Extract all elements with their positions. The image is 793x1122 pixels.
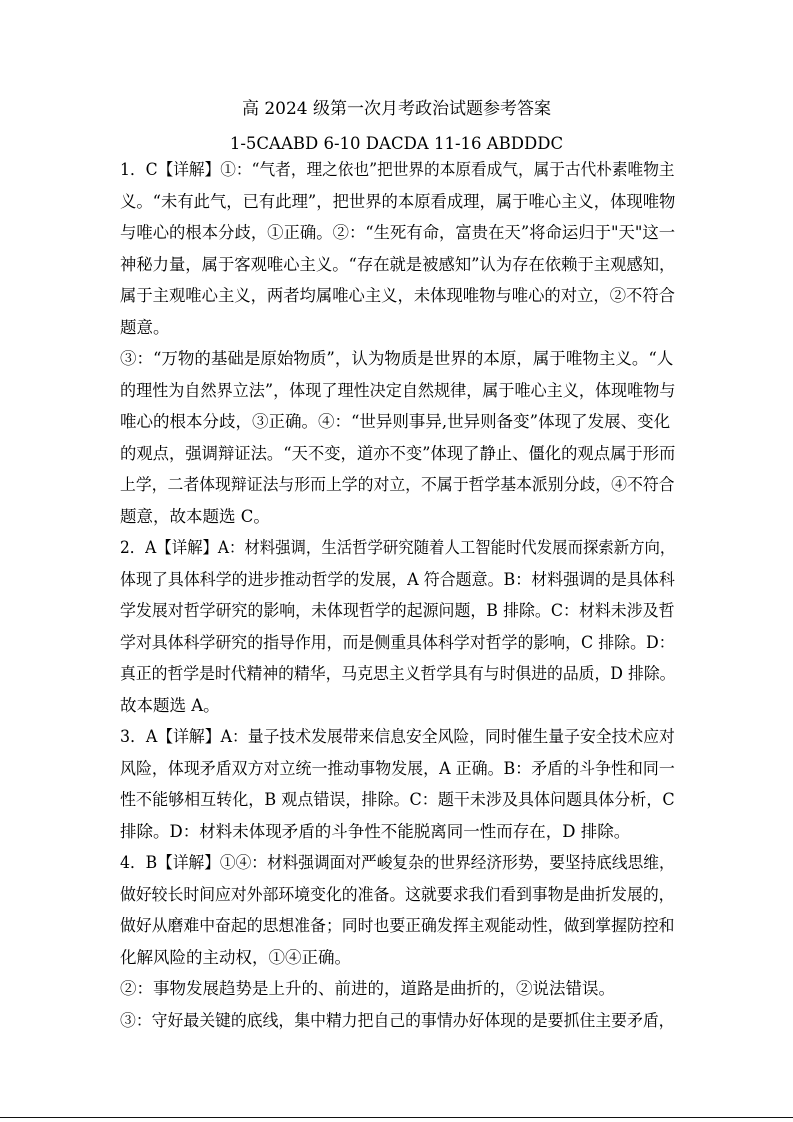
page-title: 高 2024 级第一次月考政治试题参考答案 [241, 99, 552, 119]
text-line: 做好从磨难中奋起的思想准备；同时也要正确发挥主观能动性，做到掌握防控和 [120, 916, 675, 935]
text-line: ②：事物发展趋势是上升的、前进的，道路是曲折的，②说法错误。 [120, 979, 615, 998]
text-line: 神秘力量，属于客观唯心主义。“存在就是被感知”认为存在依赖于主观感知， [120, 255, 676, 274]
text-line: 风险，体现矛盾双方对立统一推动事物发展，A 正确。B：矛盾的斗争性和同一 [120, 759, 675, 778]
text-line: 学对具体科学研究的指导作用，而是侧重具体科学对哲学的影响，C 排除。D： [120, 633, 675, 652]
text-line: ③：守好最关键的底线，集中精力把自己的事情办好体现的是要抓住主要矛盾， [120, 1011, 675, 1030]
text-line: 体现了具体科学的进步推动哲学的发展，A 符合题意。B：材料强调的是具体科 [120, 570, 675, 589]
text-line: 的观点，强调辩证法。“天不变，道亦不变”体现了静止、僵化的观点属于形而 [120, 444, 676, 463]
text-line: 故本题选 A。 [120, 696, 220, 715]
text-line: 2．A【详解】A：材料强调，生活哲学研究随着人工智能时代发展而探索新方向， [120, 538, 676, 557]
text-line: 与唯心的根本分歧，①正确。②：“生死有命，富贵在天”将命运归于"天"这一 [120, 223, 676, 242]
text-line: 唯心的根本分歧，③正确。④：“世异则事异,世异则备变”体现了发展、变化 [120, 412, 671, 431]
text-line: 的理性为自然界立法”，体现了理性决定自然规律，属于唯心主义，体现唯物与 [120, 381, 676, 400]
text-line: 真正的哲学是时代精神的精华，马克思主义哲学具有与时俱进的品质，D 排除。 [120, 664, 676, 683]
text-line: 题意，故本题选 C。 [120, 507, 270, 526]
text-line: ③：“万物的基础是原始物质”，认为物质是世界的本原，属于唯物主义。“人 [120, 349, 674, 368]
text-line: 4．B【详解】①④：材料强调面对严峻复杂的世界经济形势，要坚持底线思维， [120, 853, 675, 872]
text-line: 做好较长时间应对外部环境变化的准备。这就要求我们看到事物是曲折发展的， [120, 885, 675, 904]
text-line: 上学，二者体现辩证法与形而上学的对立，不属于哲学基本派别分歧，④不符合 [120, 475, 675, 494]
text-line: 化解风险的主动权，①④正确。 [120, 948, 351, 967]
text-line: 1．C【详解】①：“气者，理之依也”把世界的本原看成气，属于古代朴素唯物主 [120, 160, 675, 179]
bottom-divider [0, 1117, 793, 1118]
text-line: 排除。D：材料未体现矛盾的斗争性不能脱离同一性而存在，D 排除。 [120, 822, 631, 841]
text-line: 学发展对哲学研究的影响，未体现哲学的起源问题，B 排除。C：材料未涉及哲 [120, 601, 675, 620]
text-line: 属于主观唯心主义，两者均属唯心主义，未体现唯物与唯心的对立，②不符合 [120, 286, 675, 305]
answer-key: 1-5CAABD 6-10 DACDA 11-16 ABDDDC [229, 134, 564, 153]
text-line: 性不能够相互转化，B 观点错误，排除。C：题干未涉及具体问题具体分析，C [120, 790, 675, 809]
text-line: 题意。 [120, 318, 170, 337]
text-line: 义。“未有此气，已有此理”，把世界的本原看成理，属于唯心主义，体现唯物 [120, 192, 676, 211]
text-line: 3．A【详解】A：量子技术发展带来信息安全风险，同时催生量子安全技术应对 [120, 727, 675, 746]
